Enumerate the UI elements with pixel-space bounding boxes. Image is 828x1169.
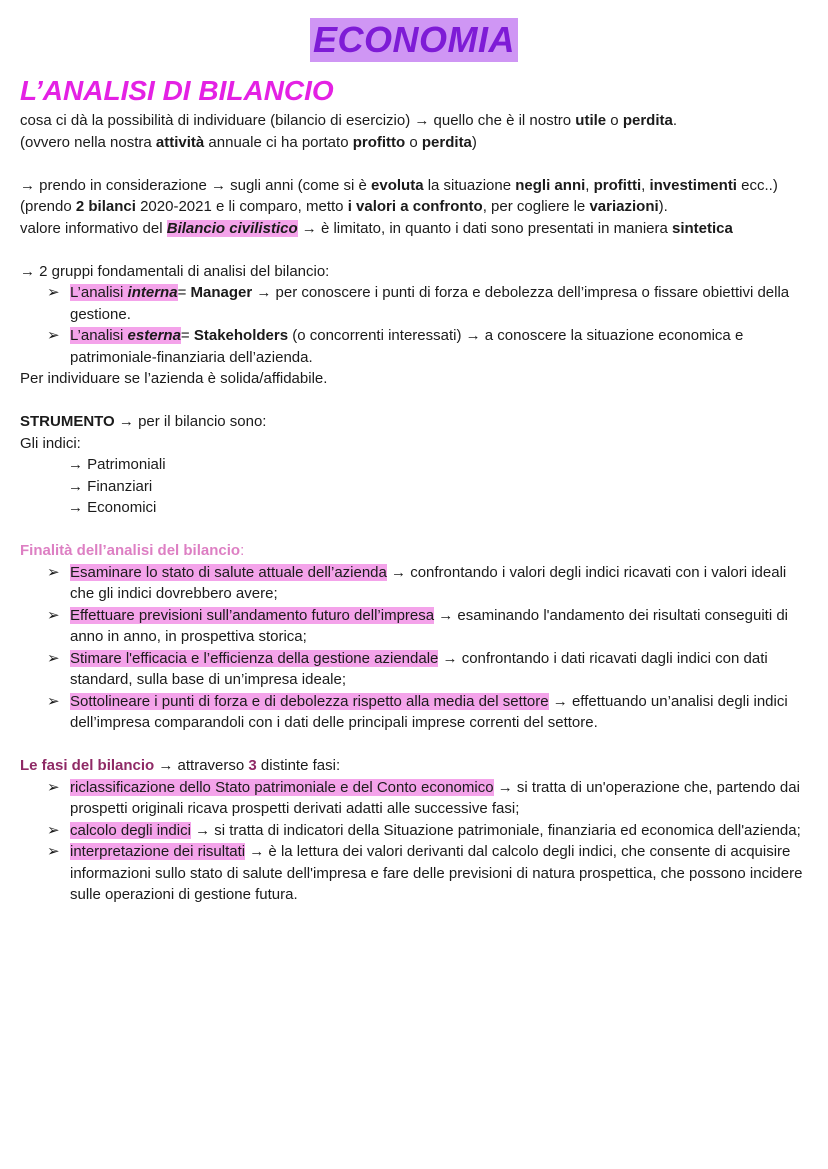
list-item: → Patrimoniali	[68, 456, 166, 473]
text: → confrontando i valori degli indici ricavati con i valori ideali che gli indici dovrebbero avere;	[70, 563, 787, 602]
bold-esterna: esterna	[127, 327, 181, 344]
strumento-line	[20, 411, 810, 433]
text: =	[177, 284, 187, 301]
text: , per cogliere le	[482, 198, 590, 215]
paragraph-anni	[20, 175, 810, 218]
list-item	[20, 282, 810, 325]
text: ,	[641, 176, 650, 194]
title-wrap	[0, 18, 828, 62]
list-item	[20, 841, 810, 906]
text: (o concorrenti interessati) → a conoscere la situazione economica e patrimoniale-finanziaria dell’azienda.	[70, 327, 744, 366]
section-heading: L’ANALISI DI BILANCIO	[20, 75, 334, 106]
list-item	[20, 777, 810, 820]
list-item	[20, 562, 810, 605]
text: → si tratta di indicatori della Situazione patrimoniale, finanziaria ed economica dell'azienda;	[190, 821, 801, 839]
text: → confrontando i dati ricavati dagli indici con dati standard, sulla base di un’impresa ideale;	[70, 649, 768, 688]
bold-profitto: profitto	[352, 133, 406, 151]
paragraph-civilistico	[20, 218, 810, 240]
text: ecc..) (prendo	[20, 176, 778, 215]
bold-investimenti: investimenti	[649, 176, 737, 194]
bold-profitti: profitti	[593, 176, 642, 194]
highlight-text: Stimare l'efficacia e l’efficienza della gestione aziendale	[70, 649, 439, 667]
finalita-heading	[20, 540, 810, 562]
text: .	[672, 112, 677, 129]
bullet-arrow-icon: ➢	[47, 778, 60, 796]
indici-label: Gli indici:	[20, 434, 81, 452]
bullet-arrow-icon: ➢	[47, 821, 60, 839]
bold-evoluta: evoluta	[371, 176, 424, 194]
page-title: ECONOMIA	[310, 18, 518, 62]
highlight-text: calcolo degli indici	[70, 821, 191, 839]
indici-list	[20, 454, 810, 519]
text: valore informativo del	[20, 219, 167, 237]
bullet-arrow-icon: ➢	[47, 649, 60, 667]
list-item	[20, 605, 810, 648]
text: 2020-2021 e li comparo, metto	[135, 198, 348, 215]
list-item	[20, 691, 810, 734]
list-item: → Economici	[68, 499, 157, 516]
text: → per il bilancio sono:	[114, 413, 267, 430]
bold-strumento: STRUMENTO	[20, 413, 115, 430]
text: :	[240, 542, 245, 559]
text: annuale ci ha portato	[204, 133, 353, 151]
bullet-arrow-icon: ➢	[47, 563, 60, 581]
highlight-text: Sottolineare i punti di forza e di debolezza rispetto alla media del settore	[70, 692, 549, 710]
bullet-arrow-icon: ➢	[47, 692, 60, 710]
bold-perdita: perdita	[622, 112, 673, 129]
text: =	[180, 327, 190, 344]
text: → si tratta di un'operazione che, partendo dai prospetti originali ricava prospetti derivati adatti alle successive fasi;	[70, 778, 800, 817]
document-body	[20, 110, 810, 906]
bullet-arrow-icon: ➢	[47, 843, 60, 860]
text: L’analisi	[70, 284, 128, 301]
highlight-text: interpretazione dei risultati	[70, 843, 246, 860]
text: Finalità dell’analisi del bilancio	[20, 542, 241, 559]
highlight-text: riclassificazione dello Stato patrimoniale e del Conto economico	[70, 778, 494, 796]
text: → per conoscere i punti di forza e debolezza dell’impresa o fissare obiettivi della gestione.	[70, 284, 790, 323]
highlight-text: Effettuare previsioni sull’andamento futuro dell’impresa	[70, 606, 435, 624]
text: ,	[585, 176, 594, 194]
text: → prendo in considerazione → sugli anni (come si è	[20, 176, 372, 194]
highlight-bilancio-civilistico: Bilancio civilistico	[166, 219, 298, 237]
bullet-arrow-icon: ➢	[47, 606, 60, 624]
intro-line-1	[20, 110, 810, 132]
highlight-interna	[70, 284, 178, 301]
text: ).	[658, 198, 668, 215]
text: → esaminando l'andamento dei risultati conseguiti di anno in anno, in prospettiva storica;	[70, 606, 788, 645]
text: → è la lettura dei valori derivanti dal calcolo degli indici, che consente di acquisire informazioni sullo stato di salute dell'impresa e fare delle previsioni di natura prospettica, che possono incidere sulle operazioni di gestione futura.	[70, 843, 803, 903]
bold-negli-anni: negli anni	[515, 176, 586, 194]
bold-valori-confronto: i valori a confronto	[347, 198, 483, 215]
list-item	[20, 648, 810, 691]
text: cosa ci dà la possibilità di individuare (bilancio di esercizio) → quello che è il nostro	[20, 112, 576, 129]
gruppi-list	[20, 282, 810, 368]
bold-sintetica: sintetica	[672, 219, 733, 237]
fasi-list	[20, 777, 810, 906]
bold-stakeholders: Stakeholders	[189, 327, 289, 344]
bold-manager: Manager	[186, 284, 253, 301]
bullet-arrow-icon: ➢	[47, 284, 60, 301]
text: (ovvero nella nostra	[20, 133, 156, 151]
text: → effettuando un’analisi degli indici dell’impresa comparandoli con i dati delle principali imprese correnti del settore.	[70, 692, 788, 731]
text: → attraverso	[154, 757, 249, 774]
text: L’analisi	[70, 327, 128, 344]
fasi-heading	[20, 755, 810, 777]
text: Le fasi del bilancio	[20, 757, 155, 774]
bold-2-bilanci: 2 bilanci	[75, 198, 136, 215]
text: distinte fasi:	[256, 757, 341, 774]
highlight-text: Esaminare lo stato di salute attuale dell’azienda	[70, 563, 387, 581]
list-item: → Finanziari	[68, 477, 153, 495]
gruppi-intro: → 2 gruppi fondamentali di analisi del bilancio:	[20, 262, 330, 280]
bold-variazioni: variazioni	[589, 198, 659, 215]
gruppi-outro: Per individuare se l’azienda è solida/affidabile.	[20, 370, 328, 387]
bold-attivita: attività	[155, 133, 205, 151]
text: o	[606, 112, 623, 129]
highlight-esterna	[70, 327, 181, 344]
list-item	[20, 820, 810, 842]
list-item	[20, 325, 810, 368]
finalita-list	[20, 562, 810, 734]
bullet-arrow-icon: ➢	[47, 327, 60, 344]
text: o	[405, 133, 422, 151]
bold-perdita-2: perdita	[421, 133, 472, 151]
text: la situazione	[423, 176, 516, 194]
bold-interna: interna	[127, 284, 178, 301]
intro-line-2	[20, 132, 810, 154]
text: )	[471, 133, 477, 151]
text: → è limitato, in quanto i dati sono presentati in maniera	[297, 219, 672, 237]
bold-utile: utile	[575, 112, 607, 129]
text: 3	[248, 757, 257, 774]
